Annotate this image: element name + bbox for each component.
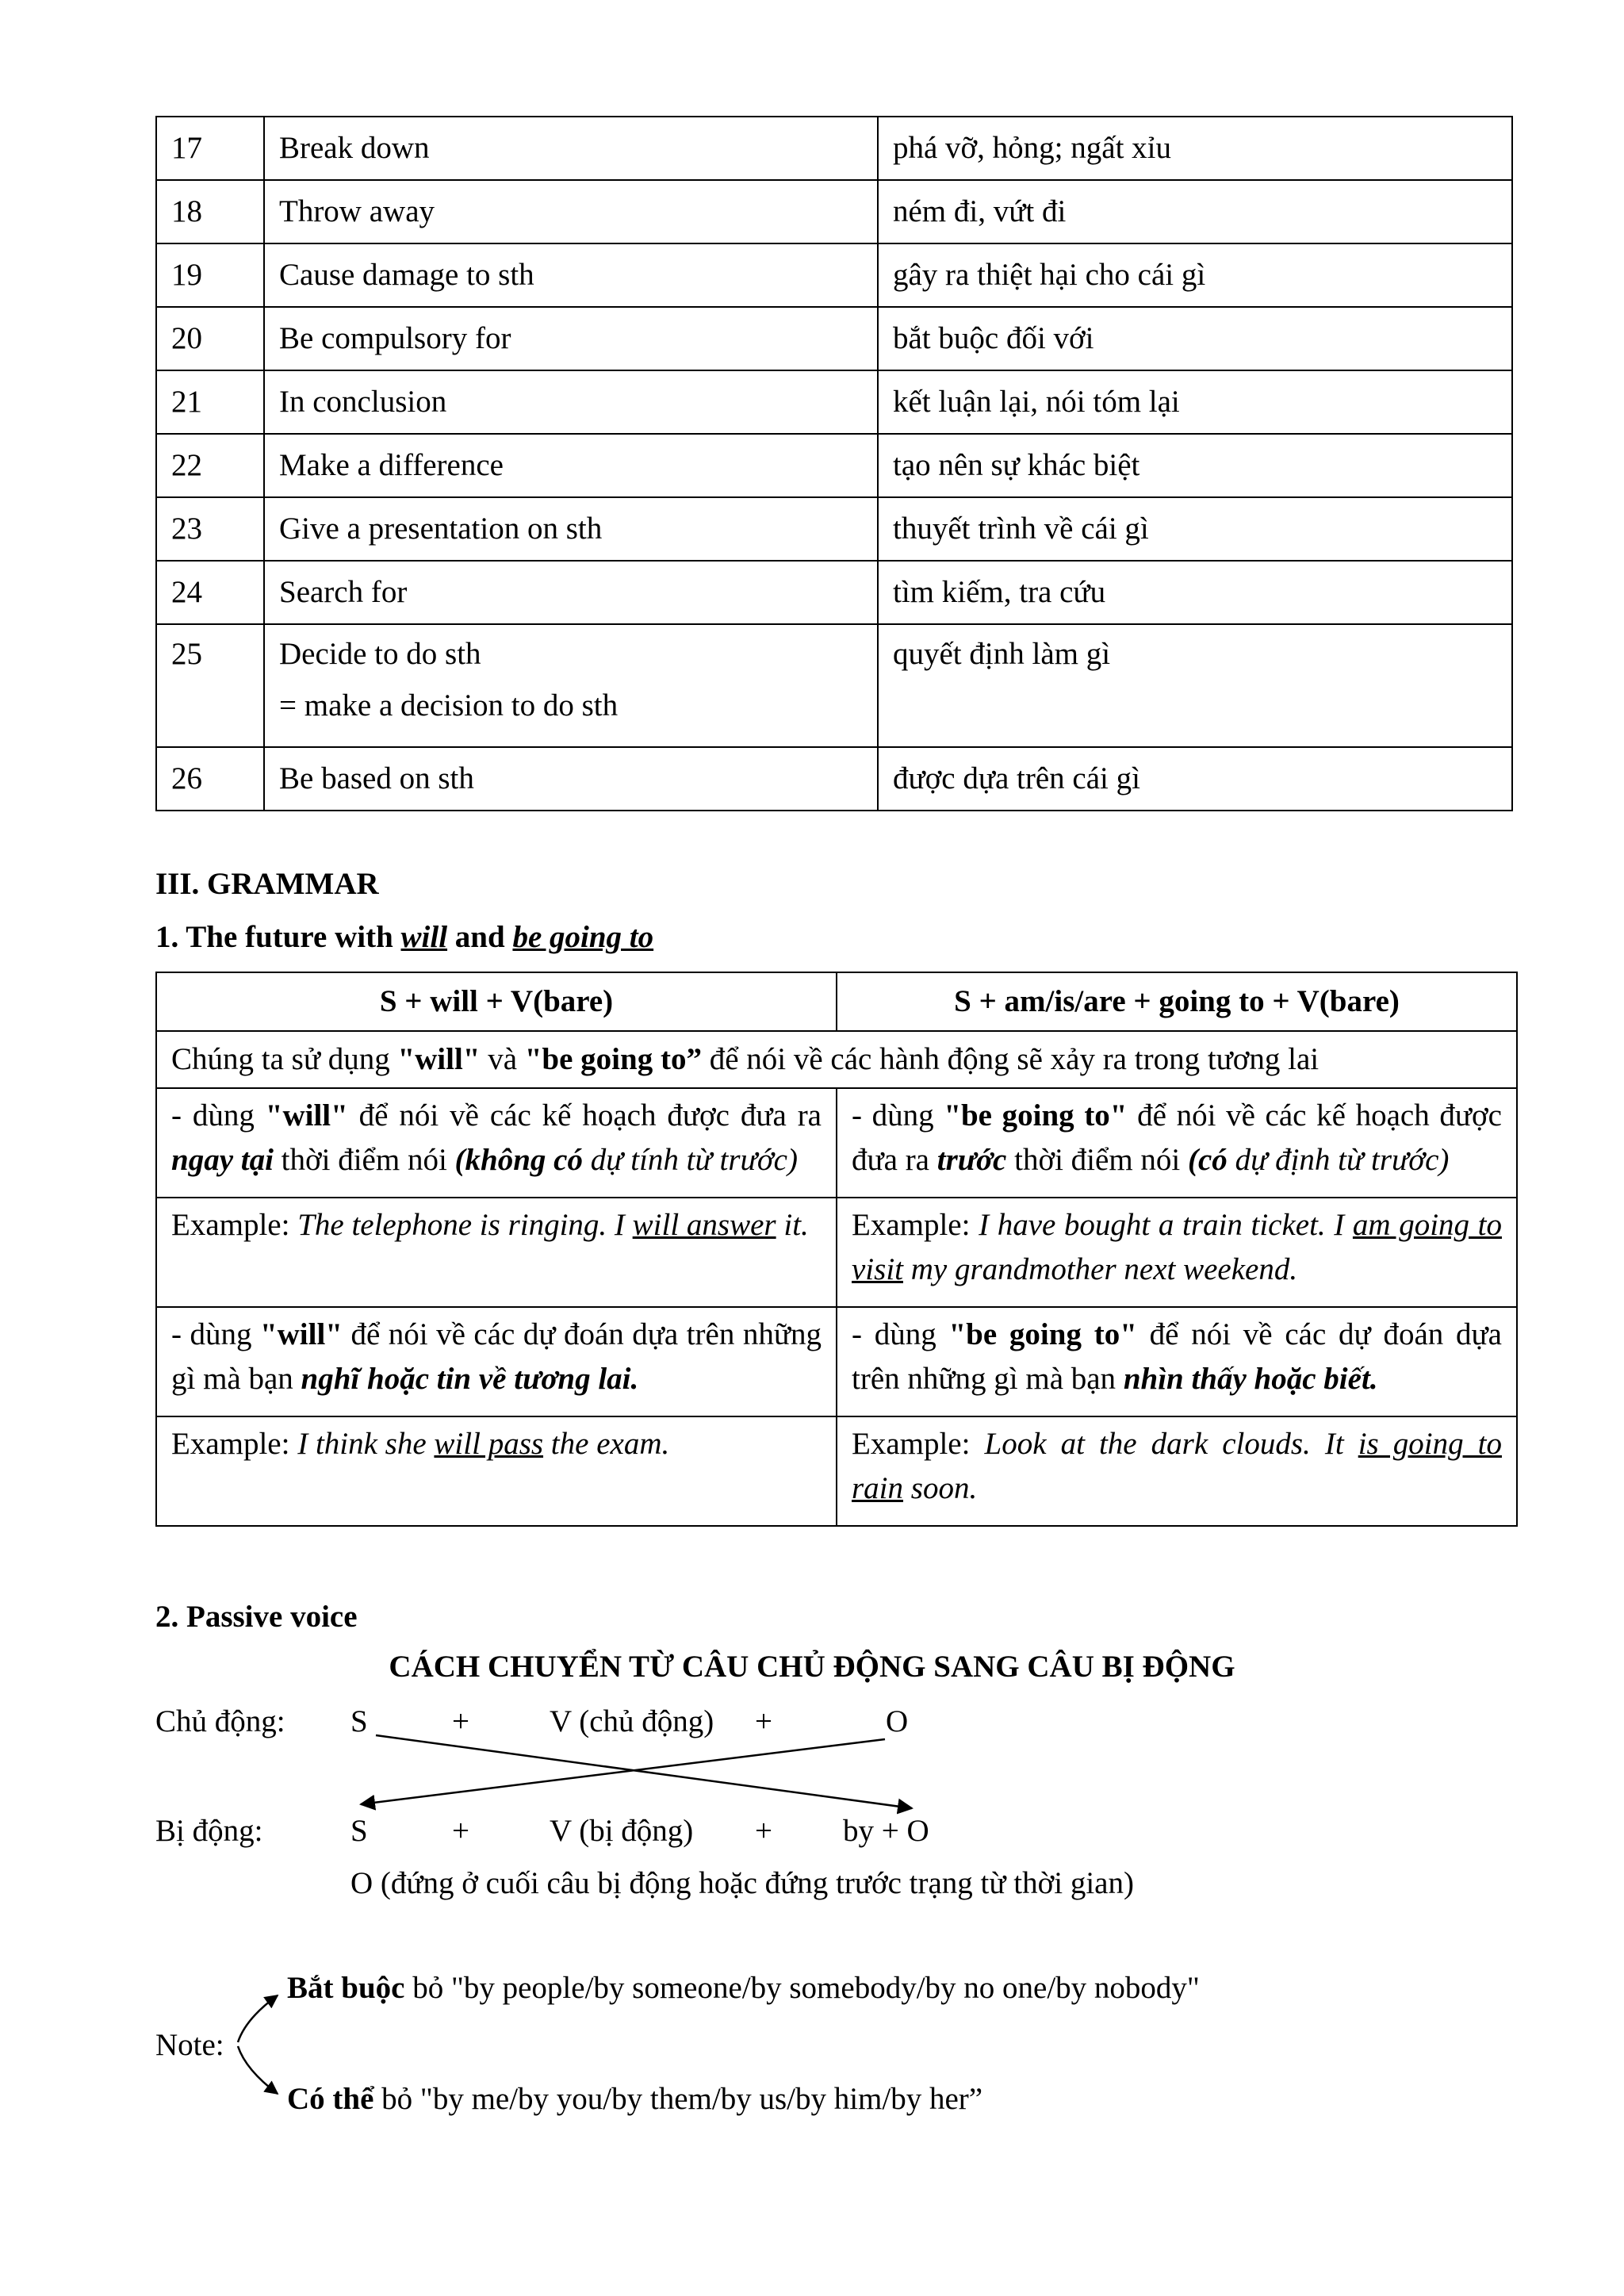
will-example-1: Example: The telephone is ringing. I will answer it.	[156, 1198, 837, 1307]
will-plans-cell: - dùng "will" để nói về các kế hoạch được đưa ra ngay tại thời điểm nói (không có dự tính từ trước)	[156, 1088, 837, 1198]
header-going-to: S + am/is/are + going to + V(bare)	[837, 972, 1517, 1031]
note-arrow-down	[238, 2046, 278, 2094]
meaning-cell: gây ra thiệt hại cho cái gì	[878, 243, 1512, 307]
phrase-text: Give a presentation on sth	[279, 511, 603, 546]
phrase-alt-text: = make a decision to do sth	[279, 688, 619, 723]
meaning-cell: quyết định làm gì	[878, 624, 1512, 747]
passive-by-object: by + O	[843, 1814, 929, 1848]
phrase-text: Break down	[279, 130, 430, 165]
meaning-cell: phá vỡ, hỏng; ngất xỉu	[878, 117, 1512, 180]
phrase-text: Make a difference	[279, 447, 504, 482]
note-label: Note:	[155, 2028, 224, 2062]
phrase-text: Be compulsory for	[279, 320, 511, 355]
row-number: 17	[156, 117, 264, 180]
phrase-text: In conclusion	[279, 384, 447, 419]
row-number: 21	[156, 370, 264, 434]
active-plus-1: +	[452, 1704, 469, 1738]
intro-row: Chúng ta sử dụng "will" và "be going to” để nói về các hành động sẽ xảy ra trong tương lai	[156, 1031, 1517, 1088]
meaning-cell: được dựa trên cái gì	[878, 747, 1512, 811]
going-example-1: Example: I have bought a train ticket. I am going to visit my grandmother next weekend.	[837, 1198, 1517, 1307]
note-line-required: Bắt buộc bỏ "by people/by someone/by somebody/by no one/by nobody"	[287, 1971, 1200, 2005]
phrase-text: Cause damage to sth	[279, 257, 534, 292]
passive-plus-1: +	[452, 1814, 469, 1848]
phrase-text: Search for	[279, 574, 408, 609]
passive-verb: V (bị động)	[550, 1814, 694, 1848]
row-number: 23	[156, 497, 264, 561]
will-predictions-cell: - dùng "will" để nói về các dự đoán dựa trên những gì mà bạn nghĩ hoặc tin về tương lai.	[156, 1307, 837, 1416]
going-predictions-cell: - dùng "be going to" để nói về các dự đoán dựa trên những gì mà bạn nhìn thấy hoặc biết.	[837, 1307, 1517, 1416]
grammar-heading: III. GRAMMAR	[155, 867, 379, 901]
will-example-2: Example: I think she will pass the exam.	[156, 1416, 837, 1526]
phrase-text: Throw away	[279, 194, 435, 228]
active-object: O	[886, 1704, 909, 1738]
going-example-2: Example: Look at the dark clouds. It is going to rain soon.	[837, 1416, 1517, 1526]
future-subheading: 1. The future with will and be going to	[155, 920, 654, 954]
meaning-cell: kết luận lại, nói tóm lại	[878, 370, 1512, 434]
note-line-optional: Có thể bỏ "by me/by you/by them/by us/by him/by her”	[287, 2082, 983, 2116]
note-arrow-up	[238, 1995, 278, 2042]
row-number: 18	[156, 180, 264, 243]
meaning-cell: bắt buộc đối với	[878, 307, 1512, 370]
row-number: 26	[156, 747, 264, 811]
going-plans-cell: - dùng "be going to" để nói về các kế hoạch được đưa ra trước thời điểm nói (có dự định từ trước)	[837, 1088, 1517, 1198]
phrase-text: Decide to do sth	[279, 637, 481, 671]
passive-subject: S	[350, 1814, 368, 1848]
row-number: 24	[156, 561, 264, 624]
passive-subheading: 2. Passive voice	[155, 1600, 358, 1634]
passive-plus-2: +	[755, 1814, 772, 1848]
passive-label: Bị động:	[155, 1814, 263, 1848]
header-will: S + will + V(bare)	[156, 972, 837, 1031]
passive-note: O (đứng ở cuối câu bị động hoặc đứng trước trạng từ thời gian)	[350, 1866, 1134, 1900]
row-number: 22	[156, 434, 264, 497]
meaning-cell: tạo nên sự khác biệt	[878, 434, 1512, 497]
active-subject: S	[350, 1704, 368, 1738]
active-label: Chủ động:	[155, 1704, 285, 1738]
active-verb: V (chủ động)	[550, 1704, 714, 1738]
passive-title: CÁCH CHUYỂN TỪ CÂU CHỦ ĐỘNG SANG CÂU BỊ ĐỘNG	[389, 1650, 1235, 1684]
going-keyword: be going to	[512, 920, 654, 954]
row-number: 25	[156, 624, 264, 747]
row-number: 20	[156, 307, 264, 370]
row-number: 19	[156, 243, 264, 307]
meaning-cell: thuyết trình về cái gì	[878, 497, 1512, 561]
phrase-text: Be based on sth	[279, 761, 474, 795]
meaning-cell: ném đi, vứt đi	[878, 180, 1512, 243]
will-keyword: will	[400, 920, 448, 954]
meaning-cell: tìm kiếm, tra cứu	[878, 561, 1512, 624]
active-plus-2: +	[755, 1704, 772, 1738]
